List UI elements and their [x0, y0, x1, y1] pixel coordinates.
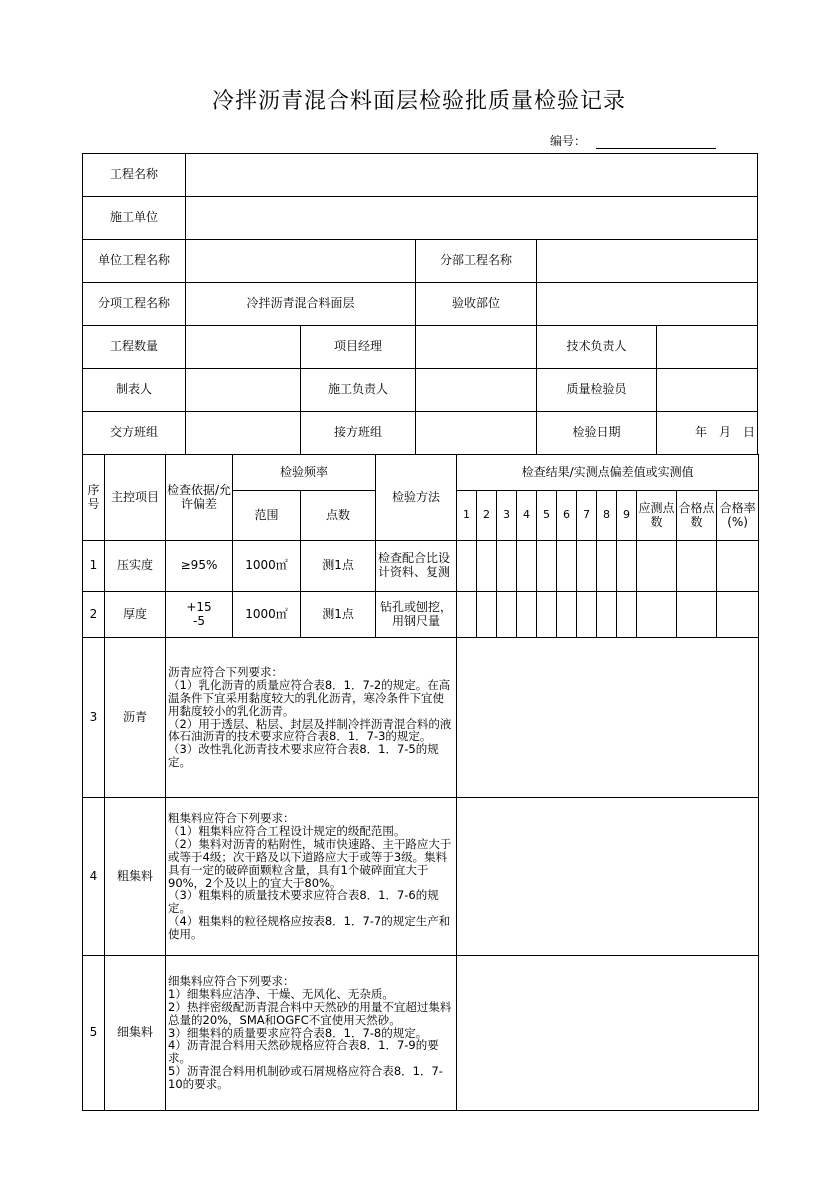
result-cell[interactable]: [577, 541, 597, 592]
table-row: [83, 798, 759, 956]
header-num: 8: [597, 491, 617, 541]
result-cell[interactable]: [717, 541, 759, 592]
result-cell[interactable]: [457, 592, 477, 638]
header-num: 6: [557, 491, 577, 541]
table-row: [83, 592, 759, 638]
row-basis: ≥95%: [166, 541, 233, 592]
label-unit-project: 单位工程名称: [83, 240, 186, 283]
header-range: 范围: [233, 491, 301, 541]
header-results: 检查结果/实测点偏差值或实测值: [457, 455, 759, 491]
result-cell[interactable]: [617, 541, 637, 592]
header-pass-rate: 合格率(%): [717, 491, 759, 541]
result-cell[interactable]: [537, 592, 557, 638]
requirement-text: 细集料应符合下列要求： 1）细集料应洁净、干燥、无风化、无杂质。 2）热拌密级配沥青混合料中天然砂的用量不宜超过集料总量的20%，SMA和OGFC不宜使用天然砂。 3）细集料的质量要求应符合表8．1．7-8的规定。 4）沥青混合料用天然砂规格应符合表8．1．7-9的要求。 5）沥青混合料用机制砂或石屑规格应符合表8．1．7-10的要求。: [166, 956, 457, 1111]
label-quantity: 工程数量: [83, 326, 186, 369]
label-construction-lead: 施工负责人: [301, 369, 416, 412]
label-handover-team: 交方班组: [83, 412, 186, 455]
result-cell[interactable]: [617, 592, 637, 638]
row-basis: +15 -5: [166, 592, 233, 638]
header-num: 4: [517, 491, 537, 541]
result-cell[interactable]: [717, 592, 759, 638]
field-item-project[interactable]: 冷拌沥青混合料面层: [186, 283, 416, 326]
result-cell[interactable]: [677, 592, 717, 638]
field-sub-project[interactable]: [537, 240, 758, 283]
label-project-name: 工程名称: [83, 154, 186, 197]
result-cell[interactable]: [637, 541, 677, 592]
result-cell[interactable]: [637, 592, 677, 638]
field-construction-lead[interactable]: [416, 369, 537, 412]
row-seq: 5: [83, 956, 105, 1111]
row-item: 沥青: [105, 638, 166, 798]
field-project-name[interactable]: [186, 154, 758, 197]
row-seq: 4: [83, 798, 105, 956]
label-inspection-date: 检验日期: [537, 412, 657, 455]
row-method: 检查配合比设计资料、复测: [376, 541, 457, 592]
label-acceptance-part: 验收部位: [416, 283, 537, 326]
field-acceptance-part[interactable]: [537, 283, 758, 326]
info-table: [82, 153, 758, 455]
field-receiving-team[interactable]: [416, 412, 537, 455]
field-preparer[interactable]: [186, 369, 301, 412]
table-row: [83, 541, 759, 592]
result-cell[interactable]: [677, 541, 717, 592]
header-num: 9: [617, 491, 637, 541]
row-range: 1000㎡: [233, 592, 301, 638]
header-num: 2: [477, 491, 497, 541]
row-method: 钻孔或刨挖，用钢尺量: [376, 592, 457, 638]
field-quantity[interactable]: [186, 326, 301, 369]
row-range: 1000㎡: [233, 541, 301, 592]
label-preparer: 制表人: [83, 369, 186, 412]
row-item: 细集料: [105, 956, 166, 1111]
result-cell[interactable]: [517, 592, 537, 638]
label-receiving-team: 接方班组: [301, 412, 416, 455]
label-tech-lead: 技术负责人: [537, 326, 657, 369]
result-cell[interactable]: [557, 592, 577, 638]
result-cell[interactable]: [457, 798, 759, 956]
result-cell[interactable]: [477, 541, 497, 592]
row-item: 压实度: [105, 541, 166, 592]
header-seq: 序号: [83, 455, 105, 541]
header-points: 点数: [301, 491, 376, 541]
result-cell[interactable]: [497, 541, 517, 592]
row-points: 测1点: [301, 541, 376, 592]
field-handover-team[interactable]: [186, 412, 301, 455]
header-pass-points: 合格点数: [677, 491, 717, 541]
label-quality-inspector: 质量检验员: [537, 369, 657, 412]
page-title: 冷拌沥青混合料面层检验批质量检验记录: [211, 89, 626, 114]
field-quality-inspector[interactable]: [657, 369, 758, 412]
row-seq: 1: [83, 541, 105, 592]
table-row: [83, 956, 759, 1111]
code-field[interactable]: [596, 148, 716, 149]
field-construction-unit[interactable]: [186, 197, 758, 240]
result-cell[interactable]: [457, 956, 759, 1111]
field-project-manager[interactable]: [416, 326, 537, 369]
header-method: 检验方法: [376, 455, 457, 541]
code-label: 编号：: [550, 134, 587, 148]
inspection-table: [82, 454, 759, 1111]
field-tech-lead[interactable]: [657, 326, 758, 369]
result-cell[interactable]: [577, 592, 597, 638]
row-seq: 2: [83, 592, 105, 638]
field-unit-project[interactable]: [186, 240, 416, 283]
requirement-text: 粗集料应符合下列要求： （1）粗集料应符合工程设计规定的级配范围。 （2）集料对沥青的粘附性，城市快速路、主干路应大于或等于4级；次干路及以下道路应大于或等于3级。集料具有一定的破碎面颗粒含量，具有1个破碎面宜大于90%，2个及以上的宜大于80%。 （3）粗集料的质量技术要求应符合表8．1．7-6的规定。 （4）粗集料的粒径规格应按表8．1．7-7的规定生产和使用。: [166, 798, 457, 956]
row-points: 测1点: [301, 592, 376, 638]
table-row: [83, 638, 759, 798]
result-cell[interactable]: [597, 541, 617, 592]
header-num: 3: [497, 491, 517, 541]
header-basis: 检查依据/允许偏差: [166, 455, 233, 541]
field-inspection-date[interactable]: 年 月 日: [657, 412, 758, 455]
header-num: 1: [457, 491, 477, 541]
header-frequency: 检验频率: [233, 455, 376, 491]
row-item: 粗集料: [105, 798, 166, 956]
row-seq: 3: [83, 638, 105, 798]
result-cell[interactable]: [477, 592, 497, 638]
label-item-project: 分项工程名称: [83, 283, 186, 326]
label-construction-unit: 施工单位: [83, 197, 186, 240]
row-item: 厚度: [105, 592, 166, 638]
label-project-manager: 项目经理: [301, 326, 416, 369]
result-cell[interactable]: [557, 541, 577, 592]
result-cell[interactable]: [457, 541, 477, 592]
result-cell[interactable]: [537, 541, 557, 592]
label-sub-project: 分部工程名称: [416, 240, 537, 283]
header-num: 5: [537, 491, 557, 541]
result-cell[interactable]: [497, 592, 517, 638]
header-should-points: 应测点数: [637, 491, 677, 541]
result-cell[interactable]: [597, 592, 617, 638]
result-cell[interactable]: [457, 638, 759, 798]
requirement-text: 沥青应符合下列要求： （1）乳化沥青的质量应符合表8．1．7-2的规定。在高温条件下宜采用黏度较大的乳化沥青，寒冷条件下宜使用黏度较小的乳化沥青。 （2）用于透层、粘层、封层及拌制冷拌沥青混合料的液体石油沥青的技术要求应符合表8．1．7-3的规定。 （3）改性乳化沥青技术要求应符合表8．1．7-5的规定。: [166, 638, 457, 798]
header-item: 主控项目: [105, 455, 166, 541]
result-cell[interactable]: [517, 541, 537, 592]
header-num: 7: [577, 491, 597, 541]
